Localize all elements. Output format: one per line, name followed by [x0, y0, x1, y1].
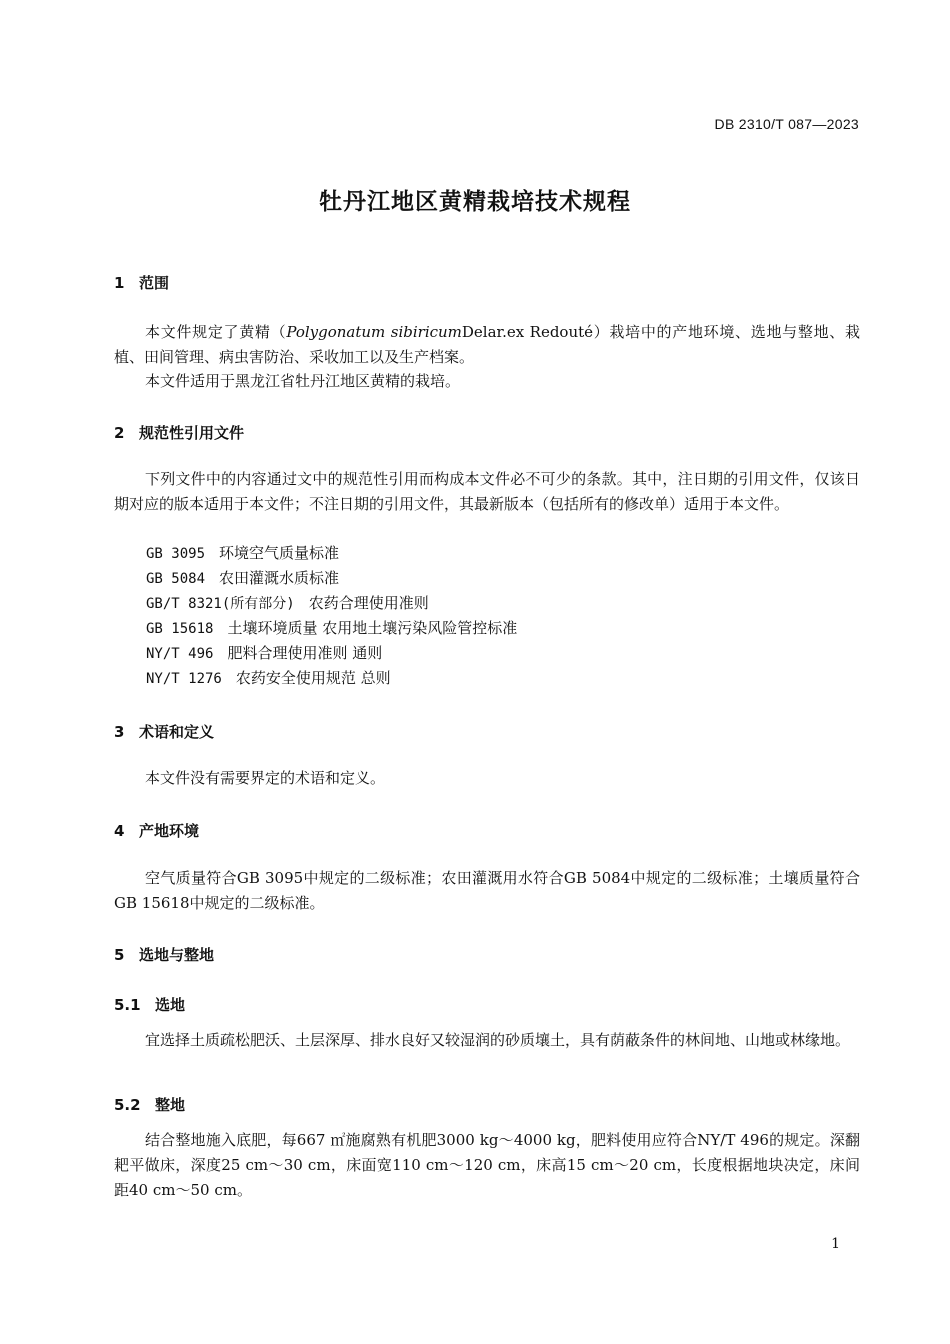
reference-name: 农田灌溉水质标准 — [219, 569, 340, 587]
reference-item — [146, 592, 429, 613]
section-number: 1 — [114, 274, 125, 292]
latin-name: Polygonatum sibiricum — [286, 323, 462, 341]
section-title: 选地与整地 — [139, 946, 215, 964]
reference-item — [146, 567, 339, 588]
section-title: 产地环境 — [139, 822, 200, 840]
reference-code: NY/T 1276 — [146, 671, 222, 687]
subsection-number: 5.2 — [114, 1096, 141, 1114]
reference-name: 土壤环境质量 农用地土壤污染风险管控标准 — [227, 619, 518, 637]
reference-item — [146, 642, 382, 663]
document-title: 牡丹江地区黄精栽培技术规程 — [319, 189, 631, 215]
section-title: 术语和定义 — [139, 723, 215, 741]
reference-code: GB/T 8321(所有部分) — [146, 596, 295, 612]
section-4-heading — [114, 820, 199, 841]
section-3-heading — [114, 721, 214, 742]
reference-name: 农药安全使用规范 总则 — [235, 669, 391, 687]
subsection-number: 5.1 — [114, 996, 141, 1014]
reference-code: GB 15618 — [146, 621, 214, 637]
subsection-5-1-paragraph: 宜选择土质疏松肥沃、土层深厚、排水良好又较湿润的砂质壤土，具有荫蔽条件的林间地、山地或林缘地。 — [145, 1031, 851, 1049]
reference-name: 环境空气质量标准 — [219, 544, 340, 562]
page-number: 1 — [831, 1236, 840, 1252]
section-1-heading — [114, 272, 169, 293]
reference-code: GB 3095 — [146, 546, 206, 562]
section-1-paragraph-1 — [114, 320, 860, 370]
subsection-title: 整地 — [155, 1096, 186, 1114]
reference-name: 肥料合理使用准则 通则 — [227, 644, 383, 662]
section-title: 范围 — [139, 274, 170, 292]
section-number: 2 — [114, 424, 125, 442]
reference-item — [146, 617, 517, 638]
reference-item — [146, 542, 339, 563]
subsection-5-2-paragraph: 结合整地施入底肥，每667 ㎡施腐熟有机肥3000 kg～4000 kg，肥料使用应符合NY/T 496的规定。深翻耙平做床，深度25 cm～30 cm，床面宽110 cm～120 cm，床高15 cm～20 cm，长度根据地块决定，床间距40 cm～50 cm。 — [114, 1131, 860, 1199]
section-title: 规范性引用文件 — [139, 424, 245, 442]
text-prefix: 本文件规定了黄精（ — [145, 323, 287, 341]
section-1-paragraph-2: 本文件适用于黑龙江省牡丹江地区黄精的栽培。 — [145, 372, 461, 390]
reference-item — [146, 667, 391, 688]
reference-name: 农药合理使用准则 — [308, 594, 429, 612]
section-4-paragraph: 空气质量符合GB 3095中规定的二级标准；农田灌溉用水符合GB 5084中规定的二级标准；土壤质量符合GB 15618中规定的二级标准。 — [114, 869, 860, 912]
section-5-heading — [114, 944, 214, 965]
document-code: DB 2310/T 087—2023 — [714, 116, 859, 132]
section-number: 3 — [114, 723, 125, 741]
section-2-heading — [114, 422, 244, 443]
section-number: 5 — [114, 946, 125, 964]
subsection-title: 选地 — [155, 996, 186, 1014]
reference-code: GB 5084 — [146, 571, 206, 587]
section-number: 4 — [114, 822, 125, 840]
subsection-5-2-heading — [114, 1094, 185, 1115]
subsection-5-1-heading — [114, 994, 185, 1015]
text-suffix: Delar.ex Redouté）栽培中的产地环境、选地与整地、栽植、田间管理、病虫害防治、采收加工以及生产档案。 — [114, 323, 860, 366]
section-2-intro: 下列文件中的内容通过文中的规范性引用而构成本文件必不可少的条款。其中，注日期的引用文件，仅该日期对应的版本适用于本文件；不注日期的引用文件，其最新版本（包括所有的修改单）适用于本文件。 — [114, 470, 860, 513]
section-3-paragraph: 本文件没有需要界定的术语和定义。 — [145, 769, 386, 787]
reference-code: NY/T 496 — [146, 646, 214, 662]
